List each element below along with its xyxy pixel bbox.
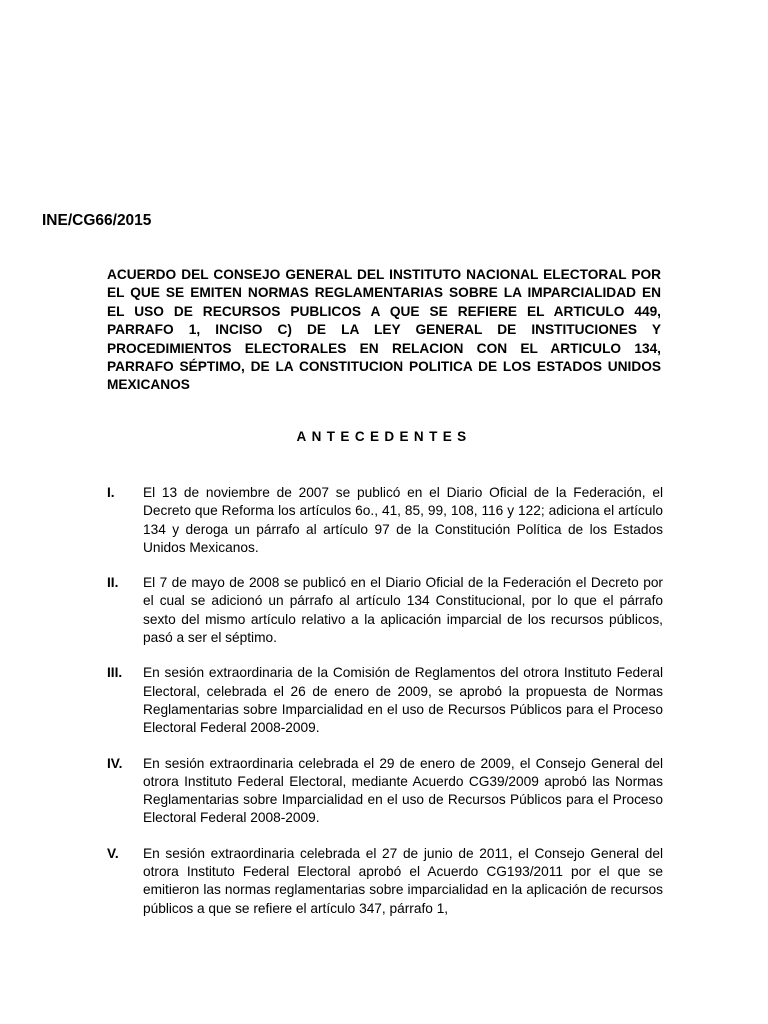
- document-title: ACUERDO DEL CONSEJO GENERAL DEL INSTITUTO NACIONAL ELECTORAL POR EL QUE SE EMITEN NORMAS REGLAMENTARIAS SOBRE LA IMPARCIALIDAD EN EL USO DE RECURSOS PUBLICOS A QUE SE REFIERE EL ARTICULO 449, PARRAFO 1, INCISO C) DE LA LEY GENERAL DE INSTITUCIONES Y PROCEDIMIENTOS ELECTORALES EN RELACION CON EL ARTICULO 134, PARRAFO SÉPTIMO, DE LA CONSTITUCION POLITICA DE LOS ESTADOS UNIDOS MEXICANOS: [107, 267, 661, 393]
- item-number: V.: [107, 845, 119, 861]
- antecedentes-list: [107, 484, 663, 935]
- item-number: IV.: [107, 755, 123, 771]
- item-text: En sesión extraordinaria celebrada el 27 de junio de 2011, el Consejo General del otrora Instituto Federal Electoral aprobó el Acuerdo CG193/2011 por el que se emitieron las normas reglamentarias sobre imparcialidad en la aplicación de recursos públicos a que se refiere el artículo 347, párrafo 1,: [143, 845, 663, 916]
- item-number: I.: [107, 485, 115, 500]
- section-heading: ANTECEDENTES: [296, 429, 472, 444]
- list-item: [107, 845, 663, 918]
- item-text: El 7 de mayo de 2008 se publicó en el Diario Oficial de la Federación el Decreto por el cual se adicionó un párrafo al artículo 134 Constitucional, por lo que el párrafo sexto del mismo artículo relativo a la aplicación imparcial de los recursos públicos, pasó a ser el séptimo.: [143, 575, 663, 646]
- list-item: [107, 574, 663, 647]
- item-text: El 13 de noviembre de 2007 se publicó en el Diario Oficial de la Federación, el Decreto que Reforma los artículos 6o., 41, 85, 99, 108, 116 y 122; adiciona el artículo 134 y deroga un párrafo al artículo 97 de la Constitución Política de los Estados Unidos Mexicanos.: [143, 485, 663, 555]
- item-text: En sesión extraordinaria de la Comisión de Reglamentos del otrora Instituto Federal Electoral, celebrada el 26 de enero de 2009, se aprobó la propuesta de Normas Reglamentarias sobre Imparcialidad en el uso de Recursos Públicos para el Proceso Electoral Federal 2008-2009.: [143, 665, 663, 736]
- item-number: II.: [107, 575, 119, 591]
- document-id: INE/CG66/2015: [42, 212, 152, 229]
- item-text: En sesión extraordinaria celebrada el 29 de enero de 2009, el Consejo General del otrora Instituto Federal Electoral, mediante Acuerdo CG39/2009 aprobó las Normas Reglamentarias sobre Imparcialidad en el uso de Recursos Públicos para el Proceso Electoral Federal 2008-2009.: [143, 755, 663, 826]
- item-number: III.: [107, 665, 123, 681]
- list-item: [107, 664, 663, 737]
- list-item: [107, 755, 663, 828]
- list-item: [107, 484, 663, 557]
